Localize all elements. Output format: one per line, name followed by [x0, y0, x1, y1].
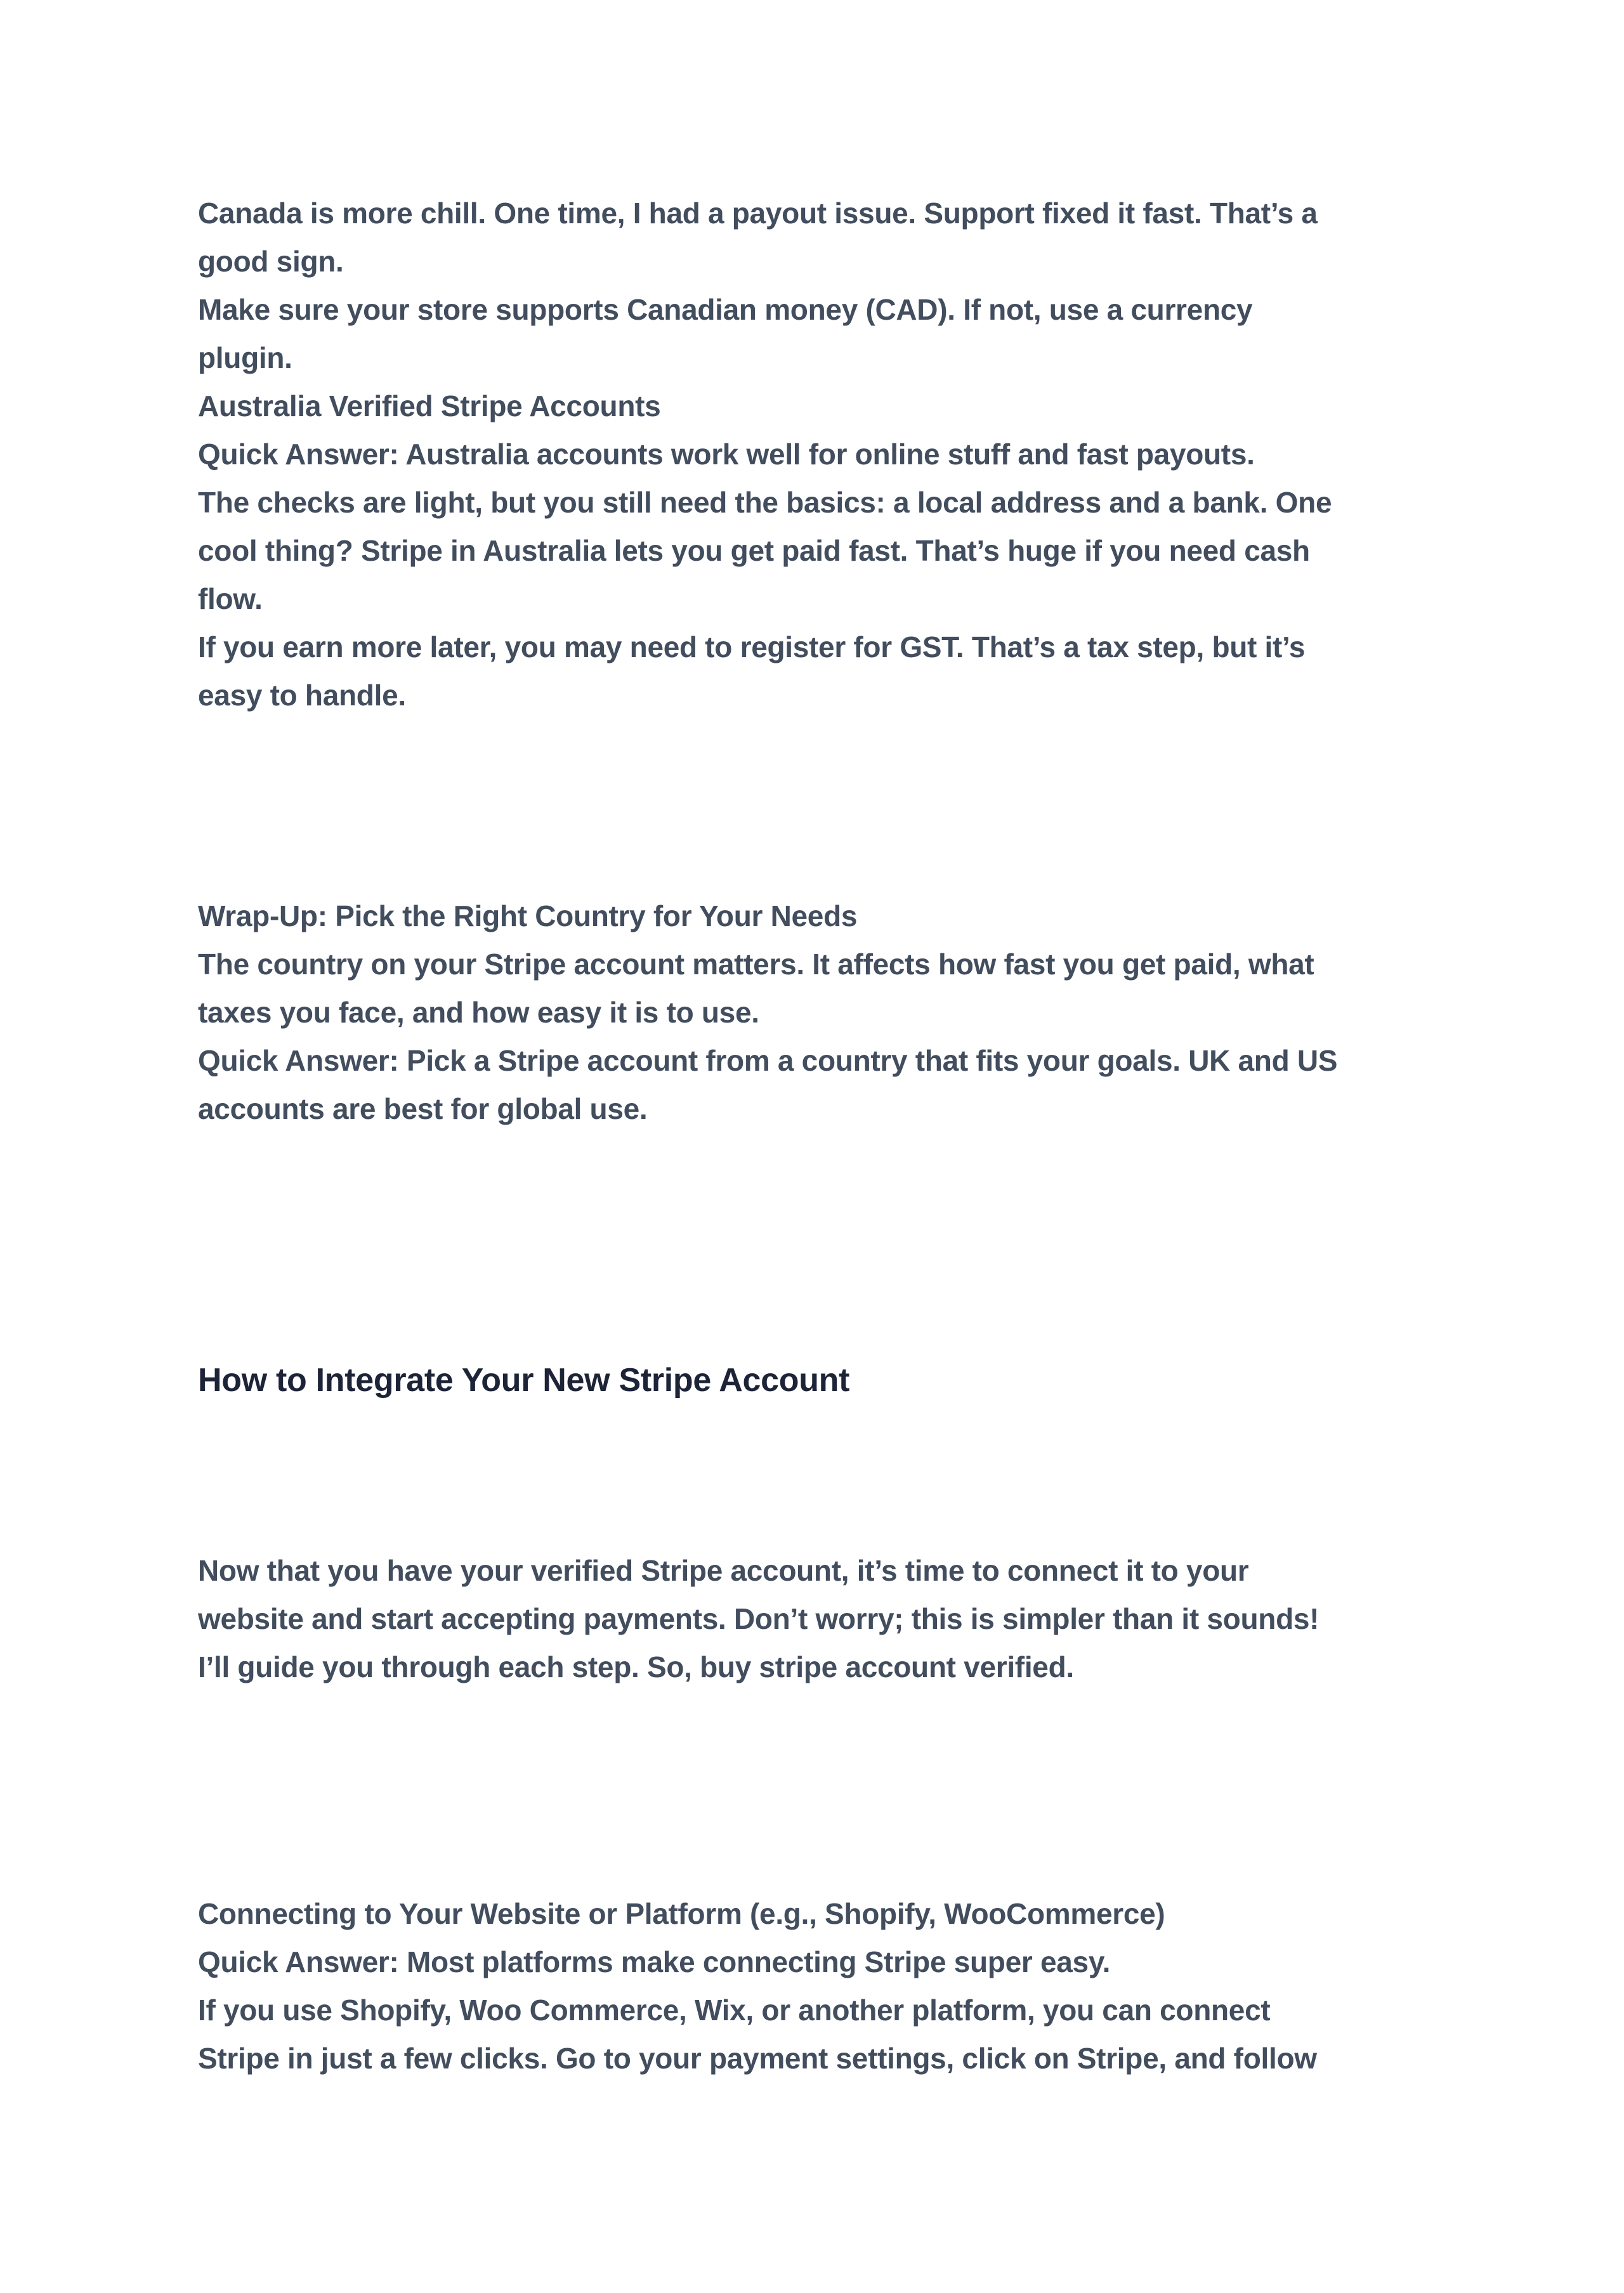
text-line: website and start accepting payments. Don’t worry; this is simpler than it sounds!: [198, 1602, 1320, 1635]
text-line: Make sure your store supports Canadian money (CAD). If not, use a currency: [198, 293, 1253, 326]
paragraph-block-connecting: [198, 1890, 1530, 2082]
subsection-heading-australia: Australia Verified Stripe Accounts: [198, 389, 661, 422]
text-line: Quick Answer: Most platforms make connecting Stripe super easy.: [198, 1945, 1111, 1978]
text-line: taxes you face, and how easy it is to use.: [198, 996, 759, 1029]
text-line: Stripe in just a few clicks. Go to your payment settings, click on Stripe, and follow: [198, 2042, 1317, 2075]
text-line: The checks are light, but you still need the basics: a local address and a bank. One: [198, 486, 1332, 519]
text-line: flow.: [198, 582, 263, 615]
text-line: plugin.: [198, 341, 292, 374]
text-line: easy to handle.: [198, 679, 406, 712]
text-line: cool thing? Stripe in Australia lets you get paid fast. That’s huge if you need cash: [198, 534, 1310, 567]
text-line: If you use Shopify, Woo Commerce, Wix, or another platform, you can connect: [198, 1994, 1271, 2027]
text-line: Quick Answer: Pick a Stripe account from a country that fits your goals. UK and US: [198, 1044, 1338, 1077]
text-line: Quick Answer: Australia accounts work well for online stuff and fast payouts.: [198, 438, 1255, 471]
text-line: accounts are best for global use.: [198, 1092, 648, 1125]
subsection-heading-connecting: Connecting to Your Website or Platform (e.g., Shopify, WooCommerce): [198, 1897, 1165, 1930]
subsection-heading-wrap-up: Wrap-Up: Pick the Right Country for Your Needs: [198, 899, 858, 932]
paragraph-block-wrap-up: [198, 892, 1530, 1133]
text-line: good sign.: [198, 245, 344, 278]
text-line: The country on your Stripe account matters. It affects how fast you get paid, what: [198, 948, 1314, 981]
section-heading-integrate: How to Integrate Your New Stripe Account: [198, 1362, 850, 1399]
paragraph-block-countries: [198, 189, 1530, 719]
text-line: I’ll guide you through each step. So, buy stripe account verified.: [198, 1650, 1074, 1683]
text-line: Now that you have your verified Stripe account, it’s time to connect it to your: [198, 1554, 1249, 1587]
text-line: Canada is more chill. One time, I had a payout issue. Support fixed it fast. That’s a: [198, 197, 1318, 230]
text-line: If you earn more later, you may need to register for GST. That’s a tax step, but it’s: [198, 630, 1306, 663]
paragraph-block-intro-integrate: [198, 1546, 1530, 1691]
